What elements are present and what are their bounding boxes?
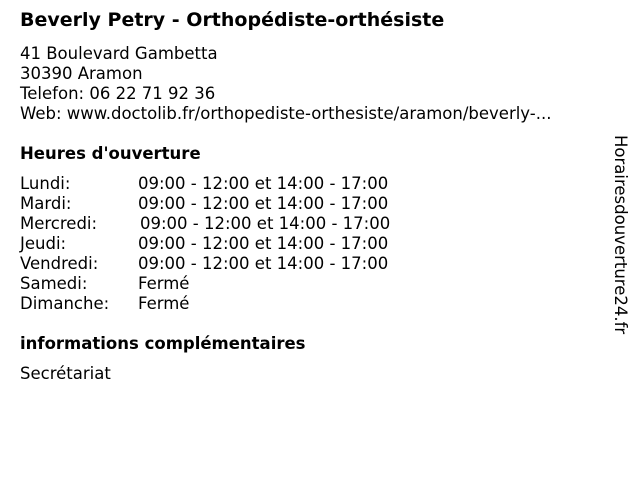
hours-row-sunday [20,294,440,314]
hours-row-tuesday [20,194,440,214]
info-heading: informations complémentaires [20,334,306,353]
time-value: Fermé [138,294,190,313]
hours-row-saturday [20,274,440,294]
day-label: Samedi: [20,274,88,293]
time-value: 09:00 - 12:00 et 14:00 - 17:00 [138,174,389,193]
opening-hours-list [20,174,440,314]
info-text: Secrétariat [20,364,111,383]
day-label: Dimanche: [20,294,110,313]
day-label: Jeudi: [20,234,67,253]
time-value: 09:00 - 12:00 et 14:00 - 17:00 [138,234,389,253]
day-label: Mardi: [20,194,72,213]
address-street: 41 Boulevard Gambetta [20,44,218,63]
address-city: 30390 Aramon [20,64,143,83]
time-value: Fermé [138,274,190,293]
phone-number[interactable]: Telefon: 06 22 71 92 36 [20,84,216,103]
time-value: 09:00 - 12:00 et 14:00 - 17:00 [138,194,389,213]
business-title: Beverly Petry - Orthopédiste-orthésiste [20,9,445,31]
time-value: 09:00 - 12:00 et 14:00 - 17:00 [138,254,389,273]
hours-row-wednesday [20,214,440,234]
business-contact [20,44,551,124]
day-label: Vendredi: [20,254,99,273]
hours-row-friday [20,254,440,274]
website-link[interactable]: Web: www.doctolib.fr/orthopediste-orthesiste/aramon/beverly-... [20,104,552,123]
hours-row-thursday [20,234,440,254]
day-label: Lundi: [20,174,71,193]
hours-row-monday [20,174,440,194]
hours-heading: Heures d'ouverture [20,144,201,163]
time-value: 09:00 - 12:00 et 14:00 - 17:00 [140,214,391,233]
site-watermark: Horairesdouverture24.fr [611,135,630,335]
day-label: Mercredi: [20,214,98,233]
